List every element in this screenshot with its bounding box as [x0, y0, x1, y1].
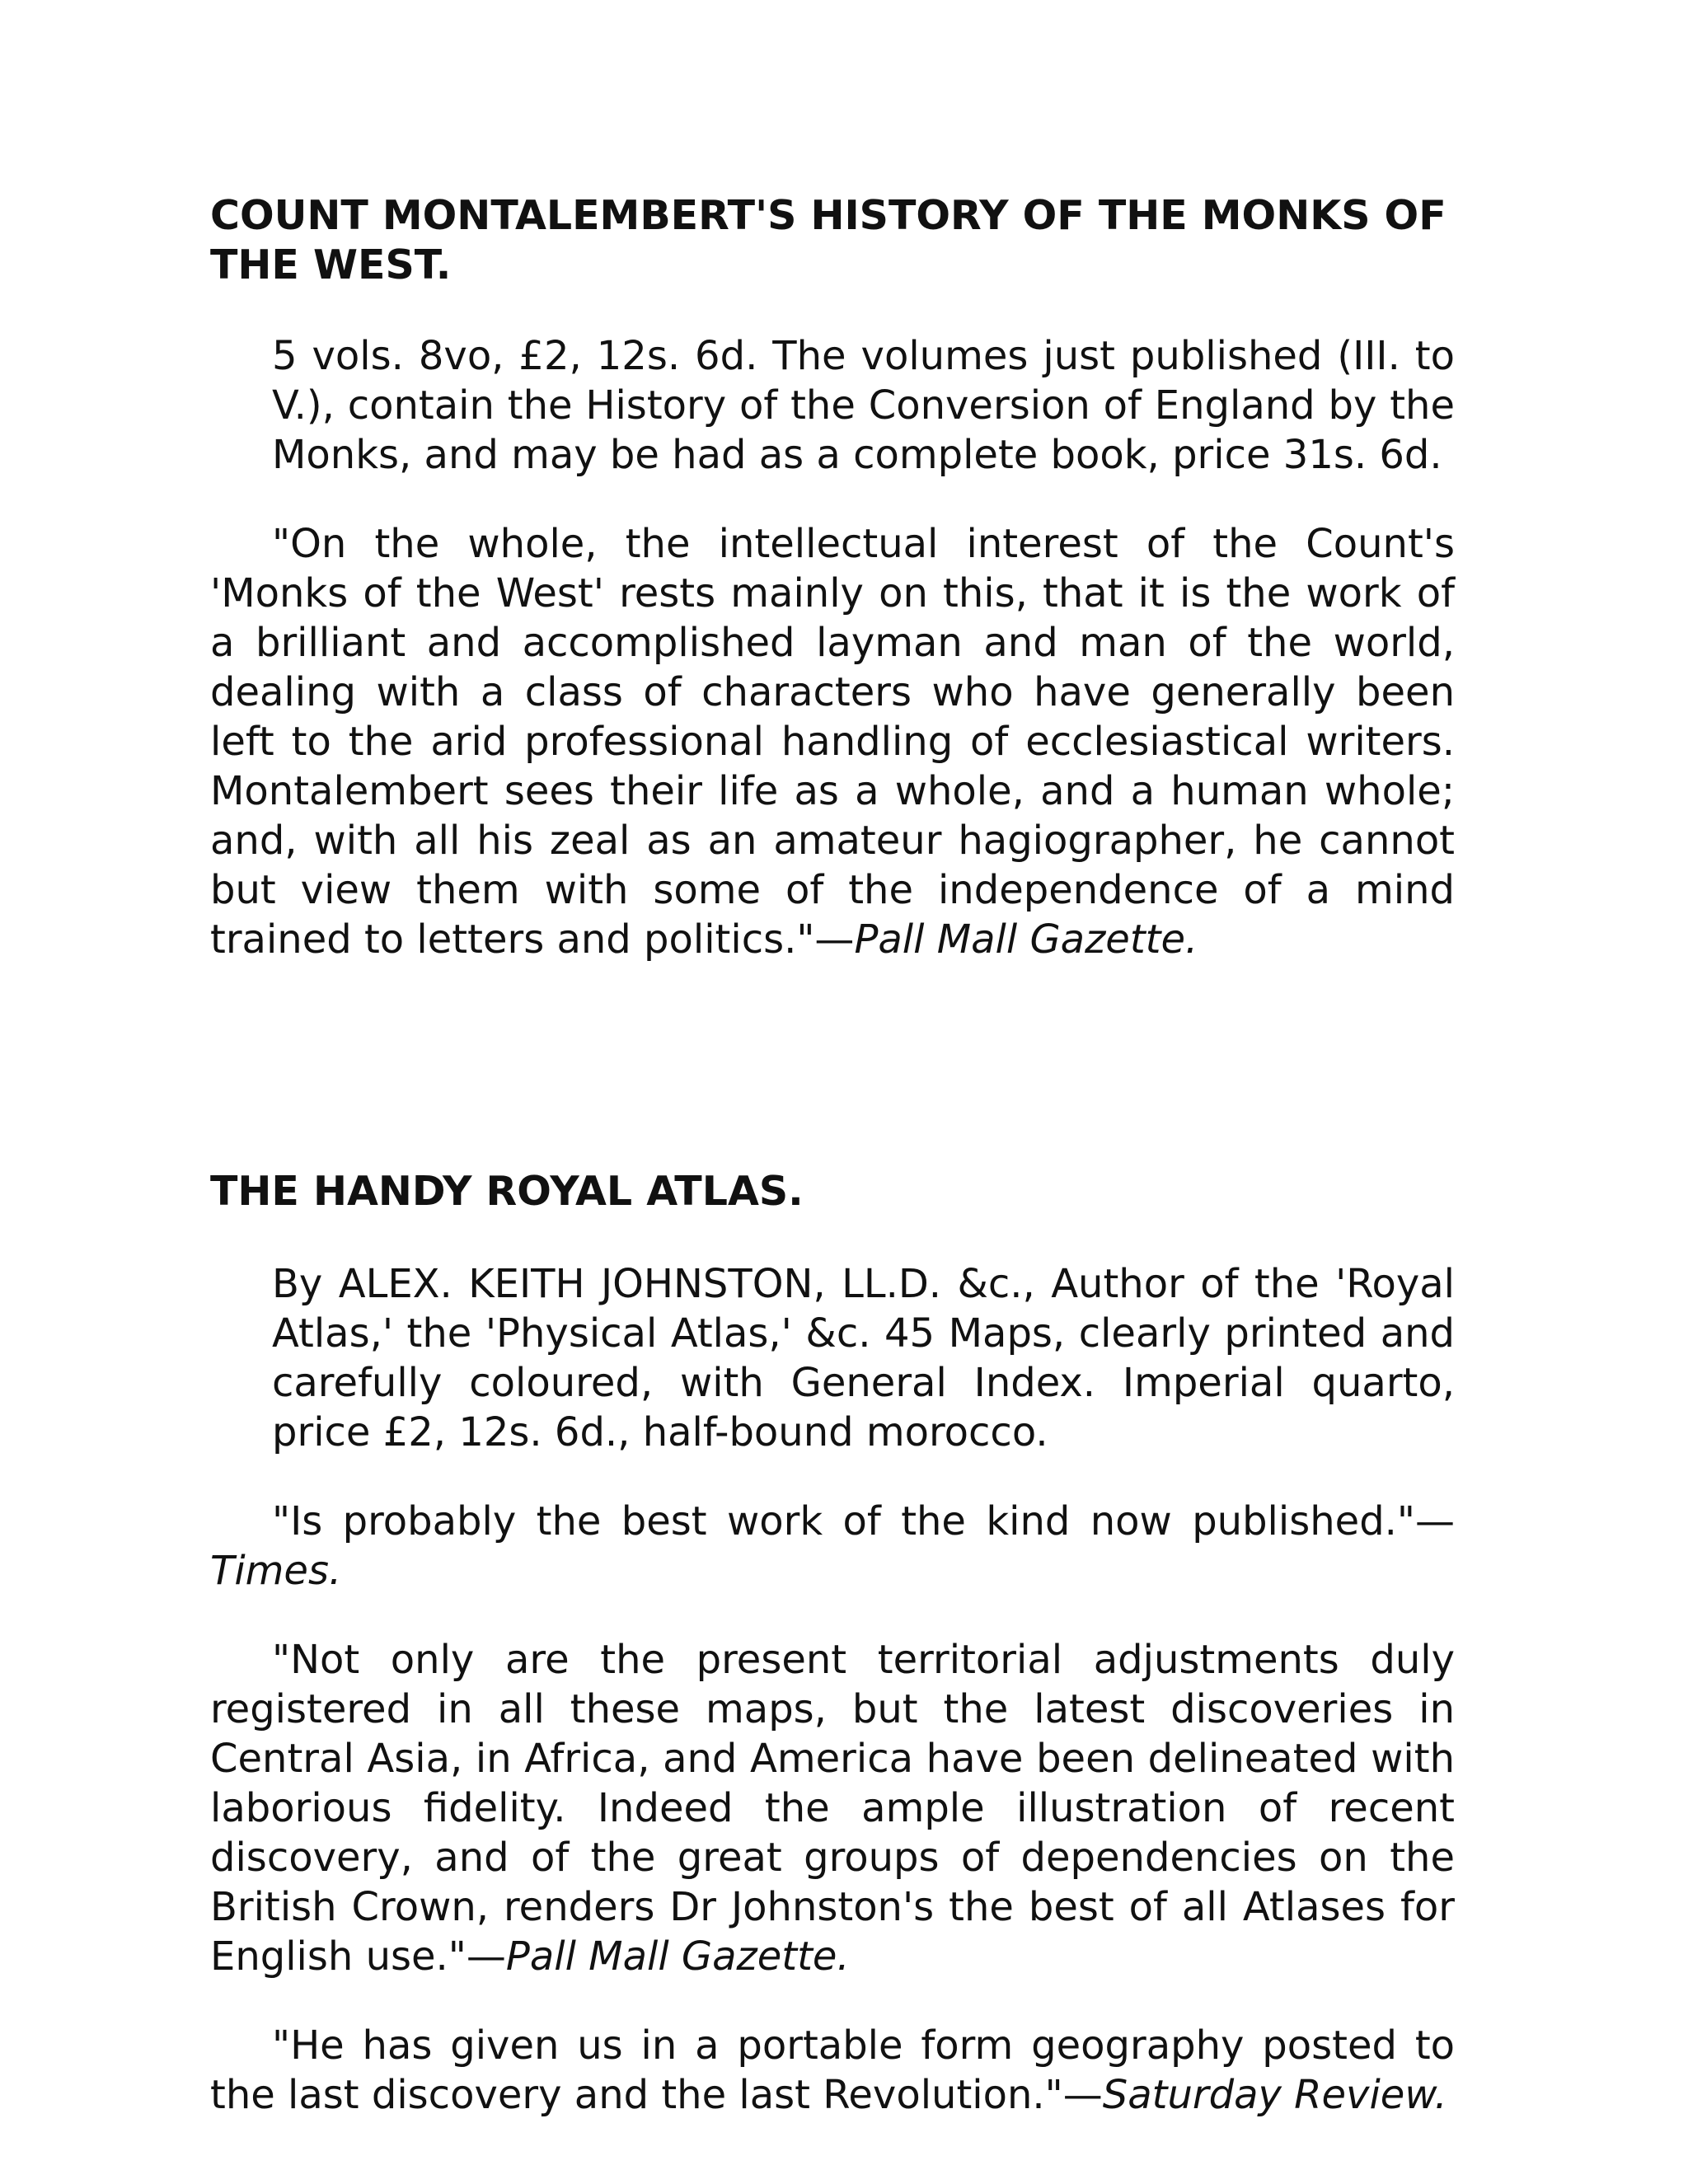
quote-text: "He has given us in a portable form geography posted to the last discovery and the last Revolution."— [210, 2022, 1455, 2118]
quote-source: Times. [210, 1548, 342, 1594]
review-quote [210, 1497, 1455, 1596]
review-quote [210, 2021, 1455, 2120]
review-quote [210, 519, 1455, 964]
review-quote [210, 1635, 1455, 1981]
quote-source: Pall Mall Gazette. [505, 1933, 850, 1980]
quote-text: "On the whole, the intellectual interest of the Count's 'Monks of the West' rests mainly on this, that it is the work of a brilliant and accomplished layman and man of the world, dealing with a class of characters who have generally been left to the arid professional handling of ecclesiastical writers. Montalembert sees their life as a whole, and a human whole; and, with all his zeal as an amateur hagiographer, he cannot but view them with some of the independence of a mind trained to letters and politics."— [210, 521, 1455, 963]
entry-description: 5 vols. 8vo, £2, 12s. 6d. The volumes just published (III. to V.), contain the History of the Conversion of England by the Monks, and may be had as a complete book, price 31s. 6d. [272, 333, 1455, 478]
entry-montalembert [210, 191, 1455, 964]
entry-description: By ALEX. KEITH JOHNSTON, LL.D. &c., Author of the 'Royal Atlas,' the 'Physical Atlas,' &c. 45 Maps, clearly printed and carefully coloured, with General Index. Imperial quarto, price £2, 12s. 6d., half-bound morocco. [272, 1261, 1455, 1455]
quote-text: "Is probably the best work of the kind now published."— [272, 1498, 1455, 1544]
entry-heading: COUNT MONTALEMBERT'S HISTORY OF THE MONKS OF THE WEST. [210, 192, 1447, 288]
quote-source: Pall Mall Gazette. [854, 916, 1198, 963]
document-page [210, 191, 1455, 2120]
entry-handy-royal-atlas [210, 1167, 1455, 2120]
entry-heading: THE HANDY ROYAL ATLAS. [210, 1168, 804, 1215]
quote-source: Saturday Review. [1102, 2072, 1447, 2118]
quote-text: "Not only are the present territorial adjustments duly registered in all these maps, but the latest discoveries in Central Asia, in Africa, and America have been delineated with laborious fidelity. Indeed the ample illustration of recent discovery, and of the great groups of dependencies on the British Crown, renders Dr Johnston's the best of all Atlases for English use."— [210, 1637, 1455, 1980]
